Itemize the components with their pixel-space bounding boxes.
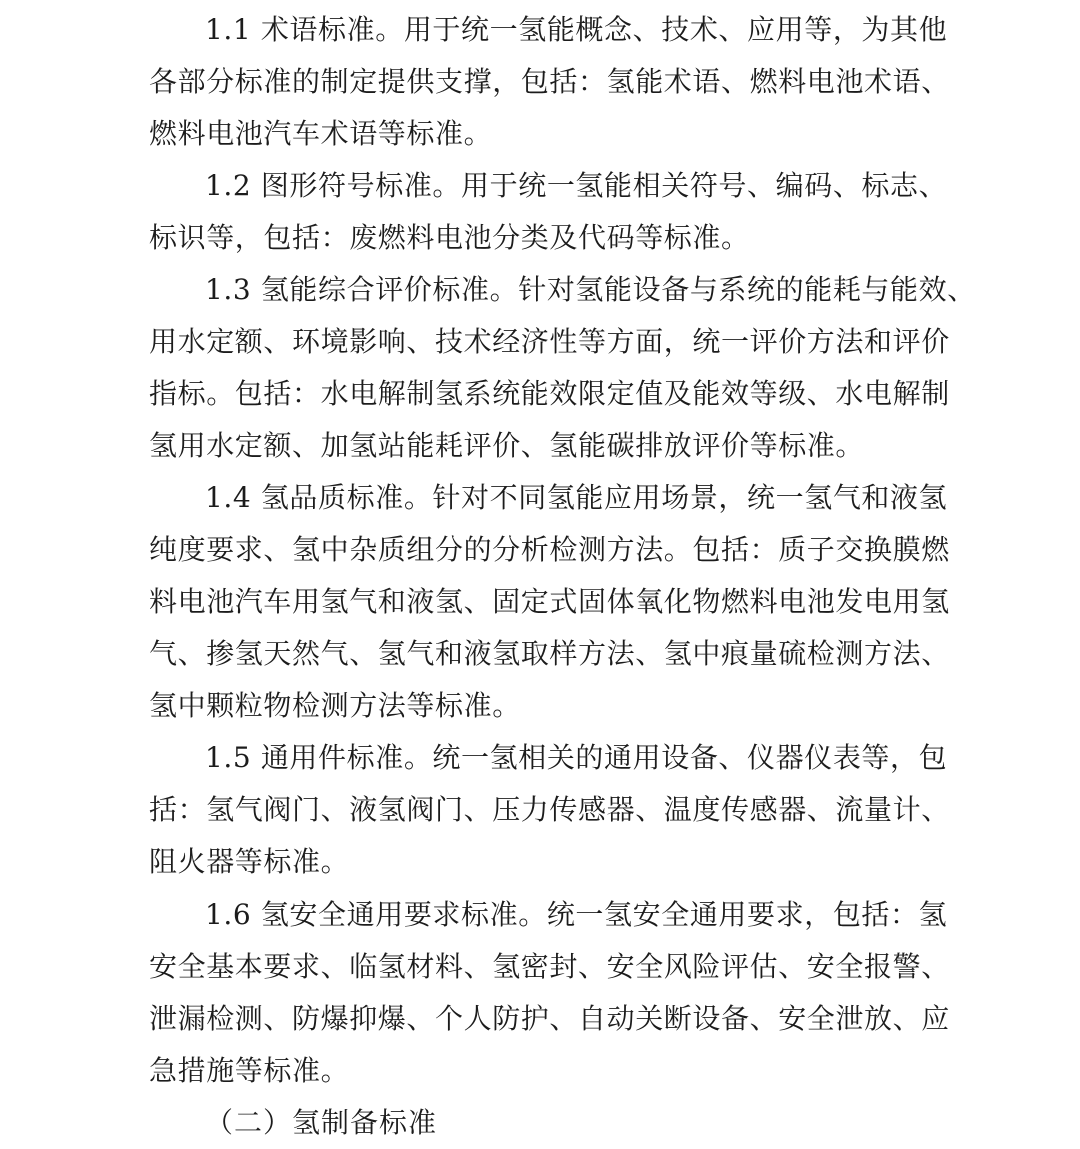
para-1-3-line-3: 指标。包括：水电解制氢系统能效限定值及能效等级、水电解制 <box>149 377 950 410</box>
para-1-4-line-3: 料电池汽车用氢气和液氢、固定式固体氧化物燃料电池发电用氢 <box>149 585 950 618</box>
para-1-5-line-2: 括：氢气阀门、液氢阀门、压力传感器、温度传感器、流量计、 <box>149 793 950 826</box>
section-heading: （二）氢制备标准 <box>205 1106 438 1139</box>
para-1-4-line-5: 氢中颗粒物检测方法等标准。 <box>149 689 521 722</box>
para-1-3-line-4: 氢用水定额、加氢站能耗评价、氢能碳排放评价等标准。 <box>149 429 865 462</box>
document-page <box>149 0 976 1149</box>
para-1-6-line-3: 泄漏检测、防爆抑爆、个人防护、自动关断设备、安全泄放、应 <box>149 1002 950 1035</box>
para-1-6-line-1: 1.6 氢安全通用要求标准。统一氢安全通用要求，包括：氢 <box>205 898 948 931</box>
para-1-6-line-4: 急措施等标准。 <box>149 1054 350 1087</box>
para-1-1-line-2: 各部分标准的制定提供支撑，包括：氢能术语、燃料电池术语、 <box>149 65 950 98</box>
para-1-2-line-1: 1.2 图形符号标准。用于统一氢能相关符号、编码、标志、 <box>205 169 948 202</box>
para-1-5-line-1: 1.5 通用件标准。统一氢相关的通用设备、仪器仪表等，包 <box>205 741 948 774</box>
para-1-3-line-2: 用水定额、环境影响、技术经济性等方面，统一评价方法和评价 <box>149 325 950 358</box>
para-1-1-line-1: 1.1 术语标准。用于统一氢能概念、技术、应用等，为其他 <box>205 13 948 46</box>
para-1-6-line-2: 安全基本要求、临氢材料、氢密封、安全风险评估、安全报警、 <box>149 950 950 983</box>
para-1-1-line-3: 燃料电池汽车术语等标准。 <box>149 117 493 150</box>
para-1-2-line-2: 标识等，包括：废燃料电池分类及代码等标准。 <box>149 221 750 254</box>
para-1-3-line-1: 1.3 氢能综合评价标准。针对氢能设备与系统的能耗与能效、 <box>205 273 976 306</box>
para-1-4-line-1: 1.4 氢品质标准。针对不同氢能应用场景，统一氢气和液氢 <box>205 481 948 514</box>
para-1-5-line-3: 阻火器等标准。 <box>149 845 350 878</box>
para-1-4-line-4: 气、掺氢天然气、氢气和液氢取样方法、氢中痕量硫检测方法、 <box>149 637 950 670</box>
para-1-4-line-2: 纯度要求、氢中杂质组分的分析检测方法。包括：质子交换膜燃 <box>149 533 950 566</box>
